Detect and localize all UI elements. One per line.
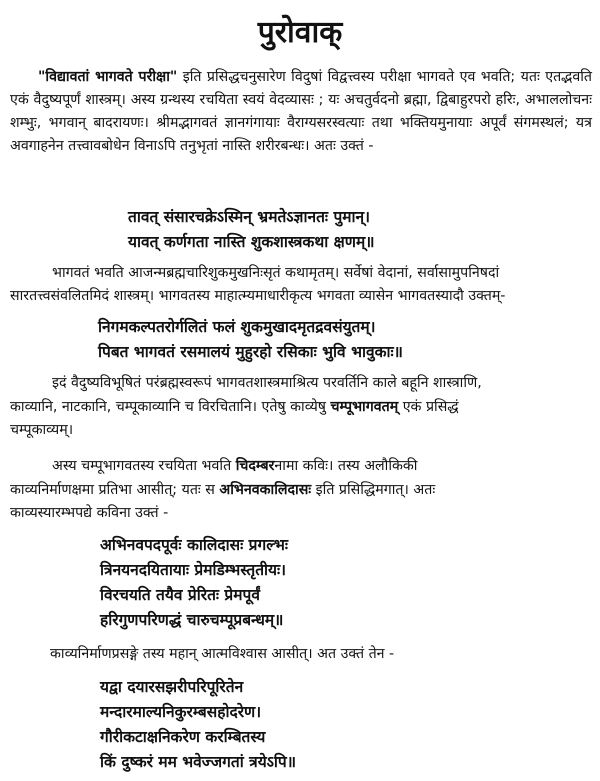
paragraph-4-text: अस्य चम्पूभागवतस्य रचयिता भवति (52, 458, 236, 474)
verse-4-line-1: यद्वा दयारसझरीपरिपूरितेन (100, 678, 244, 696)
paragraph-3-text-end: एकं प्रसिद्धं (398, 399, 459, 415)
paragraph-2-line-2: सारतत्त्वसंवलितमिदं शास्त्रम्। भागवतस्य माहात्म्यमाधारीकृत्य भगवता व्यासेन भागवतस्यादौ उक्तम्- (10, 288, 506, 304)
intro-text: इति प्रसिद्धचनुसारेण विदुषां विद्वत्त्वस्य परीक्षा भागवते एव भवति; यतः एतद्भवति एकं वैदुष्यपूर्णं शास्त्रम्। अस्य ग्रन्थस्य रचयिता स्वयं वेदव्यासः ; यः अचतुर्वदनो ब्रह्मा, द्विबाहुरपरो हरिः, अभाललोचनः शम्भुः, भगवान् बादरायणः। श्रीमद्भागवतं ज्ञानगंगायाः वैराग्यसरस्वत्याः तथा भक्तियमुनायाः अपूर्वं संगमस्थलं; यत्र अवगाहनेन तत्त्वावबोधेन विनाऽपि तनुभृतां नास्ति शरीरबन्धः। अतः उक्तं - (10, 69, 593, 154)
paragraph-4-line-3: काव्यस्यारम्भपद्ये कविना उक्तं - (10, 505, 169, 521)
paragraph-4-line-2-text: काव्यनिर्माणक्षमा प्रतिभा आसीत्; यतः स (10, 482, 220, 498)
verse-3-line-3: विरचयति तयैव प्रेरितः प्रेमपूर्वं (100, 586, 260, 604)
intro-quote: "विद्यावतां भागवते परीक्षा" (38, 69, 178, 85)
paragraph-4-line-2-end: इति प्रसिद्धिमगात्। अतः (311, 482, 436, 498)
paragraph-5: काव्यनिर्माणप्रसङ्गे तस्य महान् आत्मविश्वास आसीत्। अत उक्तं तेन - (50, 646, 395, 662)
abhinava-kalidasa-bold: अभिनवकालिदासः (219, 482, 312, 498)
verse-4-line-3: गौरीकटाक्षनिकरेण करम्बितस्य (100, 728, 266, 746)
paragraph-4-text-end: नामा कविः। तस्य अलौकिकी (274, 458, 418, 474)
paragraph-2-line-1: भागवतं भवति आजन्मब्रह्मचारिशुकमुखनिःसृतं कथामृतम्। सर्वेषां वेदानां, सर्वासामुपनिषदां (52, 265, 500, 281)
paragraph-3-text: काव्यानि, नाटकानि, चम्पूकाव्यानि च विरचितानि। एतेषु काव्येषु (10, 399, 331, 415)
verse-3-line-2: त्रिनयनदयितायाः प्रेमडिम्भस्तृतीयः। (100, 561, 287, 579)
paragraph-4-line-1 (10, 455, 592, 478)
chidambara-bold: चिदम्बर (235, 458, 275, 474)
paragraph-4-line-2 (10, 479, 592, 502)
paragraph-3-line-2 (10, 396, 592, 419)
champu-bhagavatam-bold: चम्पूभागवतम् (330, 399, 399, 415)
verse-2-line-2: पिबत भागवतं रसमालयं मुहुरहो रसिकाः भुवि भावुकाः॥ (98, 343, 403, 361)
verse-3-line-4: हरिगुणपरिणद्धं चारुचम्पूप्रबन्धम्॥ (100, 611, 284, 629)
verse-4-line-4: किं दुष्करं मम भवेज्जगतां त्रयेऽपि॥ (100, 753, 297, 771)
paragraph-3-line-1: इदं वैदुष्यविभूषितं परंब्रह्मस्वरूपं भागवतशास्त्रमाश्रित्य परवर्तिनि काले बहूनि शास्त्राणि, (52, 375, 482, 391)
intro-paragraph (10, 66, 592, 158)
paragraph-3-line-3: चम्पूकाव्यम्। (10, 422, 74, 438)
verse-3-line-1: अभिनवपदपूर्वः कालिदासः प्रगल्भः (100, 536, 288, 554)
verse-4-line-2: मन्दारमाल्यनिकुरम्बसहोदरेण। (100, 703, 262, 721)
verse-1-line-1: तावत् संसारचक्रेऽस्मिन् भ्रमतेऽज्ञानतः पुमान्। (128, 208, 371, 226)
page-title: पुरोवाक् (257, 15, 343, 50)
verse-1-line-2: यावत् कर्णगता नास्ति शुकशास्त्रकथा क्षणम्॥ (128, 233, 375, 251)
verse-2-line-1: निगमकल्पतरोर्गलितं फलं शुकमुखादमृतद्रवसंयुतम्। (98, 318, 376, 336)
